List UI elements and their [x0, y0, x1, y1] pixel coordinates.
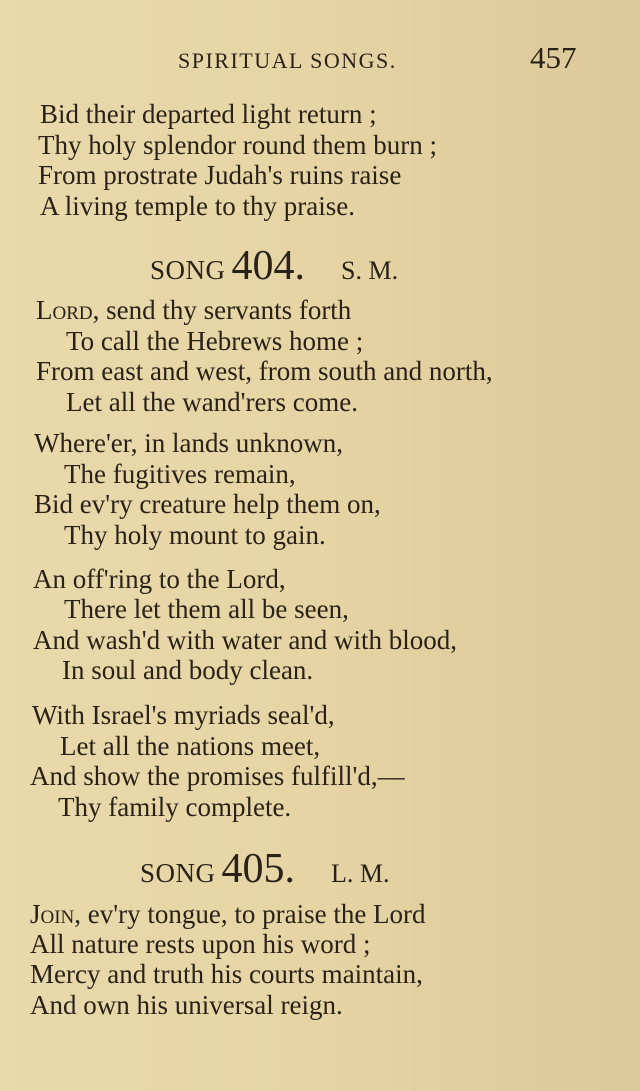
verse-line: Thy family complete.: [58, 792, 292, 822]
song-404-heading: [150, 242, 398, 290]
verse-line: An off'ring to the Lord,: [33, 564, 286, 594]
verse-line: From prostrate Judah's ruins raise: [38, 160, 402, 190]
verse-line: Mercy and truth his courts maintain,: [30, 959, 423, 989]
verse-line: From east and west, from south and north,: [36, 356, 493, 386]
song-405-heading: [140, 845, 390, 893]
verse-line: A living temple to thy praise.: [40, 191, 355, 221]
verse-line: The fugitives remain,: [64, 459, 296, 489]
running-title: SPIRITUAL SONGS.: [178, 48, 397, 73]
song-meter: S. M.: [341, 256, 399, 285]
verse-line: All nature rests upon his word ;: [30, 929, 371, 959]
verse-line: With Israel's myriads seal'd,: [32, 700, 335, 730]
running-head: [0, 40, 640, 80]
verse-line: There let them all be seen,: [64, 594, 349, 624]
verse-line: And show the promises fulfill'd,—: [30, 761, 405, 791]
verse-line: Where'er, in lands unknown,: [34, 428, 343, 458]
song-label: SONG: [150, 255, 226, 285]
verse-line: Lord, send thy servants forth: [36, 295, 352, 325]
first-word: Join: [30, 899, 75, 929]
page-number: 457: [530, 40, 577, 75]
verse-line: And wash'd with water and with blood,: [33, 625, 458, 655]
verse-line: Thy holy mount to gain.: [64, 520, 326, 550]
verse-line: And own his universal reign.: [30, 990, 343, 1020]
verse-line: Bid their departed light return ;: [40, 99, 377, 129]
verse-line: Thy holy splendor round them burn ;: [38, 130, 437, 160]
first-word: Lord: [36, 295, 93, 325]
song-meter: L. M.: [331, 859, 390, 888]
song-number: 405.: [221, 846, 296, 892]
song-number: 404.: [231, 243, 306, 289]
verse-line: Let all the nations meet,: [60, 731, 321, 761]
verse-line: Bid ev'ry creature help them on,: [34, 489, 381, 519]
song-label: SONG: [140, 858, 216, 888]
verse-line: Join, ev'ry tongue, to praise the Lord: [30, 899, 426, 929]
verse-line: Let all the wand'rers come.: [66, 387, 358, 417]
verse-line: To call the Hebrews home ;: [66, 326, 364, 356]
verse-line: In soul and body clean.: [62, 655, 314, 685]
